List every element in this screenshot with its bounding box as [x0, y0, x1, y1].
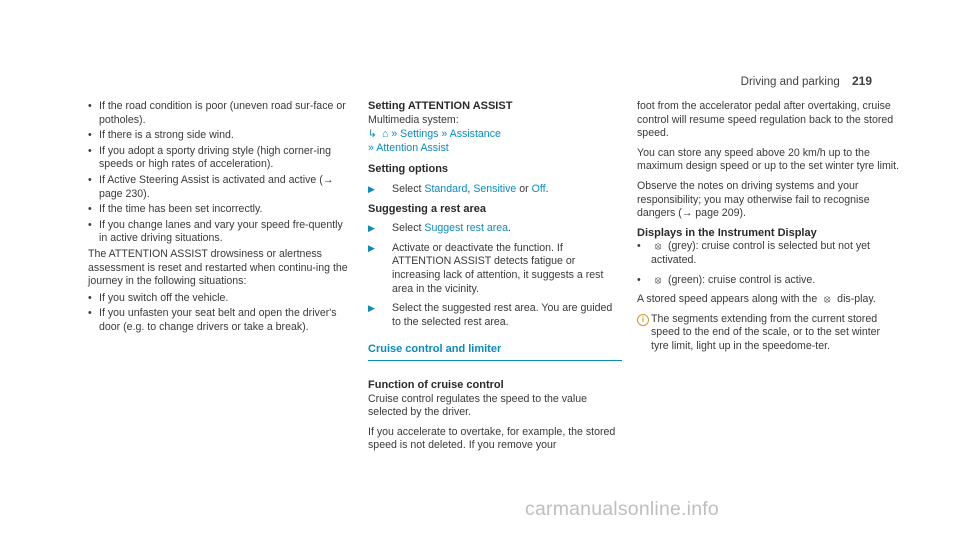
rest-step-activate: ▶ Activate or deactivate the function. If ATTENTION ASSIST detects fatigue or increasing lack of attention, it suggests a rest area in the vicinity.: [368, 241, 604, 295]
function-paragraph: Cruise control regulates the speed to the value selected by the driver.: [368, 392, 588, 419]
column-middle: [368, 100, 622, 456]
option-off[interactable]: Off: [531, 182, 546, 195]
double-chevron-icon: »: [441, 128, 450, 141]
list-item: • If you adopt a sporty driving style (high corner-ing speeds or high rates of acceleration).: [88, 145, 350, 172]
list-item: • ⦻ (green): cruise control is active.: [637, 274, 899, 288]
cruise-control-icon: ⦻: [823, 294, 831, 306]
step-arrow-icon: ▶: [368, 183, 375, 194]
page-number: 219: [851, 74, 872, 88]
watermark: carmanualsonline.info: [525, 498, 719, 520]
setting-heading: Setting ATTENTION ASSIST: [368, 100, 513, 112]
menu-path: [368, 128, 622, 155]
menu-attention-assist[interactable]: Attention Assist: [376, 141, 449, 154]
column-right: [637, 100, 899, 354]
displays-heading: Displays in the Instrument Display: [637, 226, 817, 239]
step-arrow-icon: ▶: [368, 303, 375, 314]
section-name: Driving and parking: [740, 76, 840, 88]
menu-settings[interactable]: Settings: [400, 128, 439, 141]
info-icon: i: [637, 314, 649, 326]
rest-step-select: ▶ Select Suggest rest area.: [368, 222, 511, 235]
step-arrow-icon: ▶: [368, 223, 375, 234]
paragraph: foot from the accelerator pedal after overtaking, cruise control will resume speed regulation back to the stored speed.: [637, 100, 894, 140]
function-heading: Function of cruise control: [368, 378, 504, 391]
options-step: ▶ Select Standard, Sensitive or Off.: [368, 182, 549, 195]
list-item: • If there is a strong side wind.: [88, 129, 350, 143]
rest-step-choose: ▶ Select the suggested rest area. You are guided to the selected rest area.: [368, 302, 613, 328]
list-item: • If the road condition is poor (uneven road sur-face or potholes).: [88, 100, 350, 127]
rest-heading: Suggesting a rest area: [368, 202, 486, 215]
paragraph: You can store any speed above 20 km/h up to the maximum design speed or up to the set winter tyre limit.: [637, 146, 900, 173]
option-standard[interactable]: Standard: [424, 182, 468, 195]
cruise-control-icon: ⦻: [654, 241, 662, 253]
list-item: • If you change lanes and vary your speed fre-quently in active driving situations.: [88, 219, 350, 246]
stored-speed-paragraph: A stored speed appears along with the ⦻ dis-play.: [637, 293, 876, 306]
section-title: Cruise control and limiter: [368, 343, 622, 361]
home-icon[interactable]: ⌂: [381, 128, 389, 141]
function-paragraph: If you accelerate to overtake, for example, the stored speed is not deleted. If you remove your: [368, 425, 616, 452]
cruise-control-icon: ⦻: [654, 274, 662, 286]
list-item: • If the time has been set incorrectly.: [88, 203, 350, 217]
paragraph: Observe the notes on driving systems and your responsibility; you may otherwise fail to recognise dangers (→ page 209).: [637, 179, 870, 220]
step-arrow-icon: ▶: [368, 242, 375, 253]
list-item: • ⦻ (grey): cruise control is selected but not yet activated.: [637, 240, 899, 267]
display-list: [637, 240, 899, 287]
double-chevron-icon: »: [391, 128, 401, 141]
option-suggest-rest-area[interactable]: Suggest rest area: [424, 222, 509, 235]
page-header: [741, 74, 872, 88]
option-sensitive[interactable]: Sensitive: [473, 182, 517, 195]
list-item: • If you switch off the vehicle.: [88, 292, 350, 306]
options-heading: Setting options: [368, 163, 449, 176]
multimedia-label: Multimedia system:: [368, 113, 459, 126]
list-item: • If you unfasten your seat belt and open the driver's door (e.g. to change drivers or take a break).: [88, 307, 350, 334]
reset-paragraph: The ATTENTION ASSIST drowsiness or alertness assessment is reset and restarted when continu-ing the journey in the following situations:: [88, 247, 348, 288]
list-item: • If Active Steering Assist is activated and active (→ page 230).: [88, 174, 350, 201]
reset-situation-list: [88, 292, 350, 335]
situation-list: [88, 100, 350, 246]
menu-arrow-icon: ↳: [368, 128, 379, 141]
note: i The segments extending from the current stored speed to the end of the scale, or to the set winter tyre limit, light up in the speedome-ter.: [637, 313, 899, 354]
double-chevron-icon: »: [368, 141, 377, 154]
column-left: [88, 100, 350, 337]
menu-assistance[interactable]: Assistance: [449, 128, 501, 141]
